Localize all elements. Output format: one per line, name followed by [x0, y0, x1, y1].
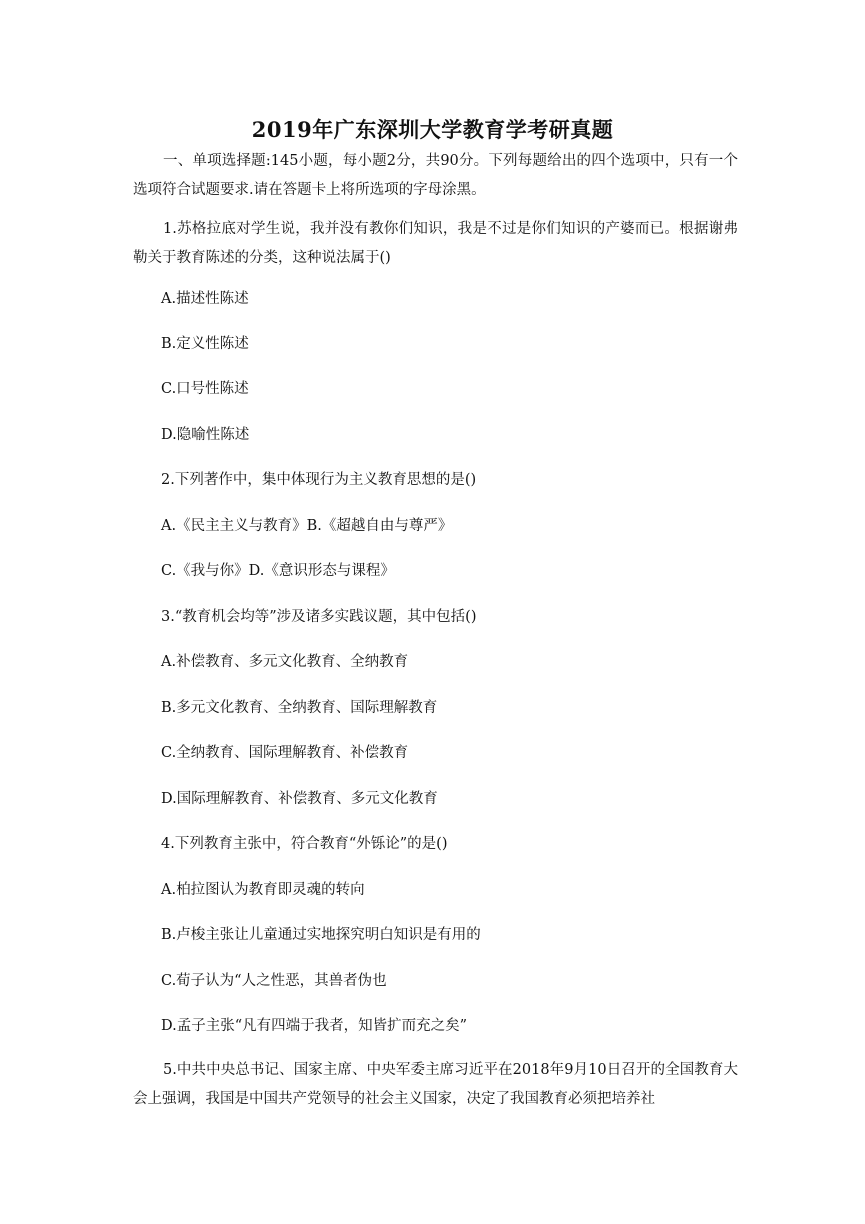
question-5-stem: 5.中共中央总书记、国家主席、中央军委主席习近平在2018年9月10日召开的全国教育大会上强调，我国是中国共产党领导的社会主义国家，决定了我国教育必须把培养社 [133, 1062, 738, 1107]
question-3-option-b: B.多元文化教育、全纳教育、国际理解教育 [161, 700, 438, 716]
question-3-option-d: D.国际理解教育、补偿教育、多元文化教育 [161, 791, 438, 807]
question-4-option-c: C.荀子认为“人之性恶，其兽者伪也 [161, 973, 387, 989]
question-4-option-d: D.孟子主张“凡有四端于我者，知皆扩而充之矣” [161, 1018, 468, 1034]
question-3-option-c: C.全纳教育、国际理解教育、补偿教育 [161, 745, 409, 761]
question-4-option-b: B.卢梭主张让儿童通过实地探究明白知识是有用的 [161, 927, 481, 943]
question-3-stem: 3.“教育机会均等”涉及诸多实践议题，其中包括() [161, 609, 477, 625]
page-title: 2019年广东深圳大学教育学考研真题 [251, 117, 614, 142]
question-4-stem: 4.下列教育主张中，符合教育“外铄论”的是() [161, 836, 448, 852]
question-2-stem: 2.下列著作中，集中体现行为主义教育思想的是() [161, 472, 477, 488]
question-2-options-cd: C.《我与你》D.《意识形态与课程》 [161, 563, 395, 579]
question-3-option-a: A.补偿教育、多元文化教育、全纳教育 [161, 654, 409, 670]
question-1-option-a: A.描述性陈述 [161, 291, 249, 307]
question-2-options-ab: A.《民主主义与教育》B.《超越自由与尊严》 [161, 518, 453, 534]
question-1-stem: 1.苏格拉底对学生说，我并没有教你们知识，我是不过是你们知识的产婆而已。根据谢弗勒关于教育陈述的分类，这种说法属于() [133, 221, 738, 266]
question-1-option-c: C.口号性陈述 [161, 381, 249, 397]
instructions-paragraph: 一、单项选择题:145小题，每小题2分，共90分。下列每题给出的四个选项中，只有一个选项符合试题要求.请在答题卡上将所选项的字母涂黑。 [133, 153, 738, 198]
question-4-option-a: A.柏拉图认为教育即灵魂的转向 [161, 882, 365, 898]
question-1-option-d: D.隐喻性陈述 [161, 427, 250, 443]
question-1-option-b: B.定义性陈述 [161, 336, 249, 352]
